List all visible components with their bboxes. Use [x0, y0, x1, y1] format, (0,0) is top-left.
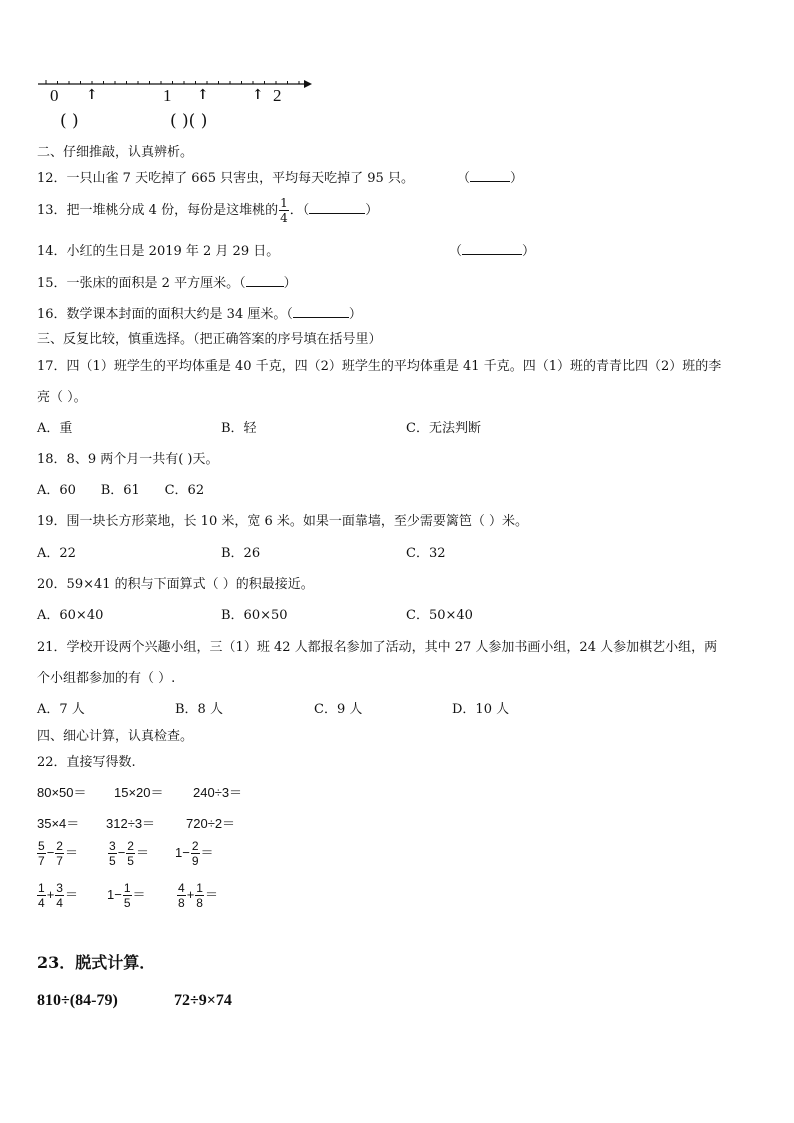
number-line-label-2: 2	[273, 86, 282, 105]
calc-item: 35×4＝	[37, 816, 80, 831]
equals: ＝	[204, 886, 218, 902]
fraction	[123, 882, 132, 909]
fraction	[126, 840, 135, 867]
question-12: 12．一只山雀 7 天吃掉了 665 只害虫，平均每天吃掉了 95 只。	[37, 171, 414, 186]
question-12-answer[interactable]	[457, 167, 523, 186]
fraction	[279, 197, 289, 224]
denominator: 7	[56, 854, 63, 868]
question-17-line1: 17．四（1）班学生的平均体重是 40 千克，四（2）班学生的平均体重是 41 千克。四（1）班的青青比四（2）班的李	[37, 359, 722, 374]
numerator: 1	[280, 196, 288, 210]
operator: −	[46, 844, 55, 860]
paren-close: ）	[522, 244, 536, 259]
number-line-label-0: 0	[50, 86, 59, 105]
fraction	[177, 882, 186, 909]
section-2-title: 二、仔细推敲，认真辨析。	[37, 145, 194, 160]
question-13-answer[interactable]	[309, 201, 365, 214]
question-14: 14．小红的生日是 2019 年 2 月 29 日。	[37, 244, 280, 259]
calc-item: 80×50＝	[37, 785, 87, 800]
question-16-text: 16．数学课本封面的面积大约是 34 厘米。（	[37, 307, 293, 322]
operator: +	[186, 886, 195, 902]
paren-close: ）	[510, 171, 524, 186]
paren-close: ）	[283, 276, 297, 291]
option-a[interactable]: A．22	[37, 546, 76, 561]
denominator: 5	[123, 896, 131, 910]
denominator: 8	[178, 896, 185, 910]
operator: +	[46, 886, 55, 902]
fraction-calc-item	[175, 840, 214, 867]
option-c[interactable]: C．无法判断	[406, 421, 481, 436]
fraction	[55, 882, 64, 909]
fraction-calc-item	[36, 840, 78, 867]
denominator: 5	[127, 854, 134, 868]
numerator: 1	[123, 881, 131, 895]
option-d[interactable]: D．10 人	[452, 702, 510, 717]
paren-close: ）	[348, 307, 362, 322]
denominator: 4	[38, 896, 45, 910]
operator: −	[117, 844, 126, 860]
question-19: 19．围一块长方形菜地，长 10 米，宽 6 米。如果一面靠墙，至少需要篱笆（ ）米。	[37, 514, 529, 529]
arrow-up-icon: ↑	[252, 87, 264, 103]
question-14-answer[interactable]	[449, 240, 535, 259]
numerator: 2	[191, 839, 199, 853]
question-18-options[interactable]: A．60 B．61 C．62	[37, 483, 205, 498]
paren-open: （	[457, 171, 471, 186]
fraction	[55, 840, 64, 867]
question-15-answer[interactable]	[246, 274, 284, 287]
option-a[interactable]: A．7 人	[37, 702, 85, 717]
question-18: 18．8、9 两个月一共有( )天。	[37, 452, 219, 467]
answer-paren-2[interactable]: ( )( )	[170, 111, 208, 131]
question-13-text: 13．把一堆桃分成 4 份，每份是这堆桃的	[37, 203, 279, 218]
numerator: 2	[127, 839, 134, 853]
denominator: 8	[196, 896, 203, 910]
operator: −	[114, 886, 122, 902]
question-23: 23．脱式计算．	[37, 953, 156, 972]
fraction-calc-item	[107, 882, 146, 909]
numerator: 3	[56, 881, 63, 895]
paren-close: ）	[365, 203, 379, 218]
numerator: 1	[196, 881, 203, 895]
calc-item: 240÷3＝	[193, 785, 243, 800]
question-13	[37, 197, 378, 224]
option-b[interactable]: B．26	[221, 546, 261, 561]
fraction-calc-item	[176, 882, 218, 909]
question-21-line1: 21．学校开设两个兴趣小组，三（1）班 42 人都报名参加了活动，其中 27 人参加书画小组，24 人参加棋艺小组，两	[37, 640, 718, 655]
calc-item: 720÷2＝	[186, 816, 236, 831]
whole-number: 1	[107, 886, 115, 902]
question-20: 20．59×41 的积与下面算式（ ）的积最接近。	[37, 577, 314, 592]
numerator: 1	[38, 881, 45, 895]
calc-expression: 72÷9×74	[174, 992, 232, 1009]
whole-number: 1	[175, 844, 183, 860]
option-a[interactable]: A．60×40	[37, 608, 104, 623]
calc-item: 15×20＝	[114, 785, 164, 800]
paren-open: （	[449, 244, 463, 259]
numerator: 5	[38, 839, 45, 853]
equals: ＝	[135, 844, 149, 860]
numerator: 3	[109, 839, 116, 853]
option-b[interactable]: B．轻	[221, 421, 257, 436]
operator: −	[182, 844, 190, 860]
denominator: 7	[38, 854, 45, 868]
denominator: 4	[280, 211, 288, 225]
question-17-line2: 亮（ ）。	[37, 390, 87, 405]
option-c[interactable]: C．50×40	[406, 608, 473, 623]
section-4-title: 四、细心计算，认真检查。	[37, 729, 194, 744]
arrow-up-icon: ↑	[197, 87, 209, 103]
equals: ＝	[200, 844, 214, 860]
option-b[interactable]: B．8 人	[175, 702, 223, 717]
calc-expression: 810÷(84-79)	[37, 992, 118, 1009]
fraction	[37, 840, 46, 867]
question-21-line2: 个小组都参加的有（ ）.	[37, 671, 176, 686]
equals: ＝	[64, 844, 78, 860]
question-15-text: 15．一张床的面积是 2 平方厘米。（	[37, 276, 246, 291]
question-16-answer[interactable]	[293, 305, 349, 318]
calc-item: 312÷3＝	[106, 816, 156, 831]
fraction-calc-item	[107, 840, 149, 867]
numerator: 2	[56, 839, 63, 853]
arrow-up-icon: ↑	[86, 87, 98, 103]
question-16	[37, 303, 362, 322]
equals: ＝	[64, 886, 78, 902]
equals: ＝	[132, 886, 146, 902]
fraction	[191, 840, 200, 867]
denominator: 5	[109, 854, 116, 868]
fraction	[37, 882, 46, 909]
option-b[interactable]: B．60×50	[221, 608, 288, 623]
fraction	[195, 882, 204, 909]
question-15	[37, 272, 297, 291]
denominator: 9	[191, 854, 199, 868]
numerator: 4	[178, 881, 185, 895]
number-line-label-1: 1	[163, 86, 172, 105]
section-3-title: 三、反复比较，慎重选择。（把正确答案的序号填在括号里）	[37, 332, 382, 347]
option-c[interactable]: C．32	[406, 546, 446, 561]
question-22: 22．直接写得数.	[37, 755, 136, 770]
option-c[interactable]: C．9 人	[314, 702, 363, 717]
fraction	[108, 840, 117, 867]
fraction-calc-item	[36, 882, 78, 909]
answer-paren-1[interactable]: ( )	[60, 111, 79, 131]
denominator: 4	[56, 896, 63, 910]
question-13-suffix: ．（	[289, 203, 310, 218]
option-a[interactable]: A．重	[37, 421, 73, 436]
